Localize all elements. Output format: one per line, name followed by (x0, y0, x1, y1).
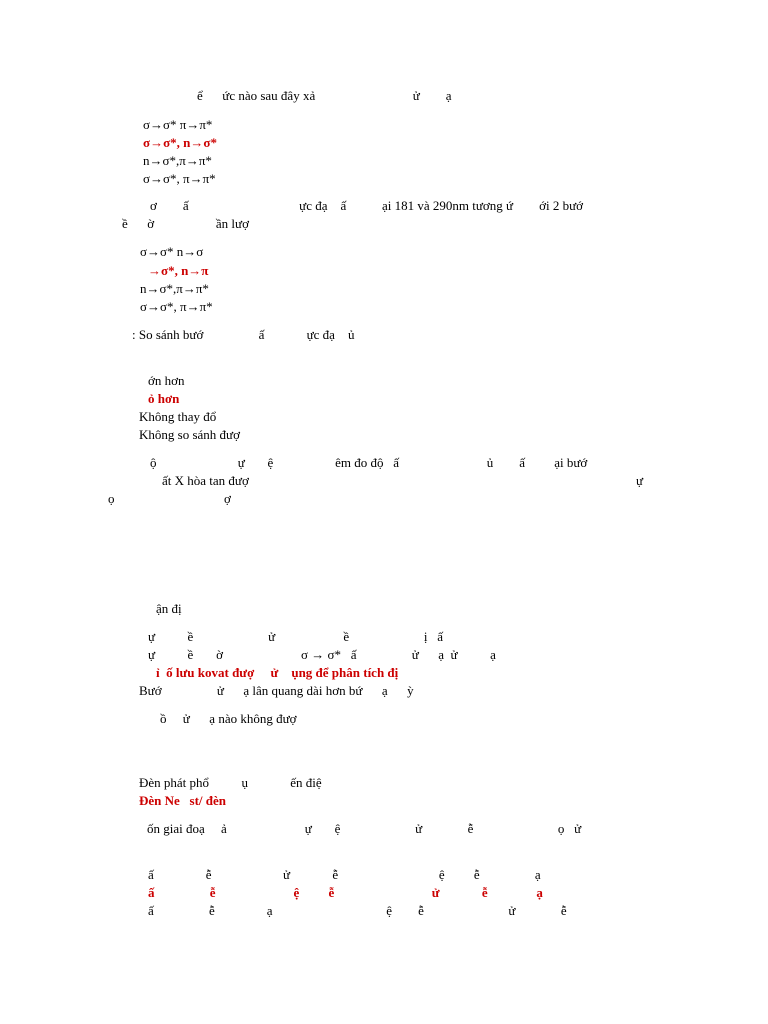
option-1b-answer: σ→σ*, n→σ* (143, 135, 217, 150)
section-heading: ận đị (156, 601, 182, 616)
option-3d: Không so sánh đượ (139, 427, 240, 442)
option-1d: σ→σ*, π→π* (143, 171, 216, 186)
option-6b-answer: Đèn Ne st/ đèn (139, 793, 227, 808)
option-5b: ự ề ờ σ → σ* ấ ử ạ ử ạ (148, 647, 496, 662)
option-7a: ấ ễ ử ễ ệ ễ ạ (148, 867, 541, 882)
question-1-text: ể ức nào sau đây xả ử ạ (197, 88, 452, 103)
question-3-text: : So sánh bướ ấ ực đạ ủ (132, 327, 355, 342)
question-4-text-line-3b: ợ (224, 491, 231, 506)
question-2-text-line-1: ơ ấ ực đạ ấ ại 181 và 290nm tương ứ ới 2 bướ (150, 198, 583, 213)
option-2b-answer: →σ*, n→π (148, 263, 209, 278)
question-4-text-line-2: ất X hòa tan đượ (162, 473, 249, 488)
question-4-text-line-3a: ọ (108, 491, 115, 506)
option-5a: ự ề ử ề ị ấ (148, 629, 444, 644)
option-2d: σ→σ*, π→π* (140, 299, 213, 314)
option-1a: σ→σ* π→π* (143, 117, 213, 132)
option-3c: Không thay đổ (139, 409, 217, 424)
option-3b-answer: ỏ hơn (148, 391, 180, 406)
option-7c: ấ ễ ạ ệ ễ ử ễ (148, 903, 567, 918)
option-7b-answer: ấ ễ ệ ễ ử ễ ạ (148, 885, 543, 900)
option-1c: n→σ*,π→π* (143, 153, 212, 168)
option-2c: n→σ*,π→π* (140, 281, 209, 296)
option-3a: ớn hơn (148, 373, 185, 388)
question-2-text-line-2: ề ờ ần lượ (122, 216, 249, 231)
option-5d: Bướ ử ạ lân quang dài hơn bứ ạ ỳ (139, 683, 414, 698)
option-2a: σ→σ* n→σ (140, 244, 204, 259)
question-7-text: ốn giai đoạ ả ự ệ ử ễ ọ ử (147, 821, 582, 836)
question-4-text-fragment: ự (636, 473, 644, 488)
question-6-text: ồ ử ạ nào không đượ (160, 711, 297, 726)
option-6a: Đèn phát phổ ụ ến điệ (139, 775, 322, 790)
option-5c-answer: ỉ ố lưu kovat đượ ử ụng để phân tích đị (156, 665, 399, 680)
question-4-text-line-1: ộ ự ệ êm đo độ ấ ủ ấ ại bướ (150, 455, 588, 470)
